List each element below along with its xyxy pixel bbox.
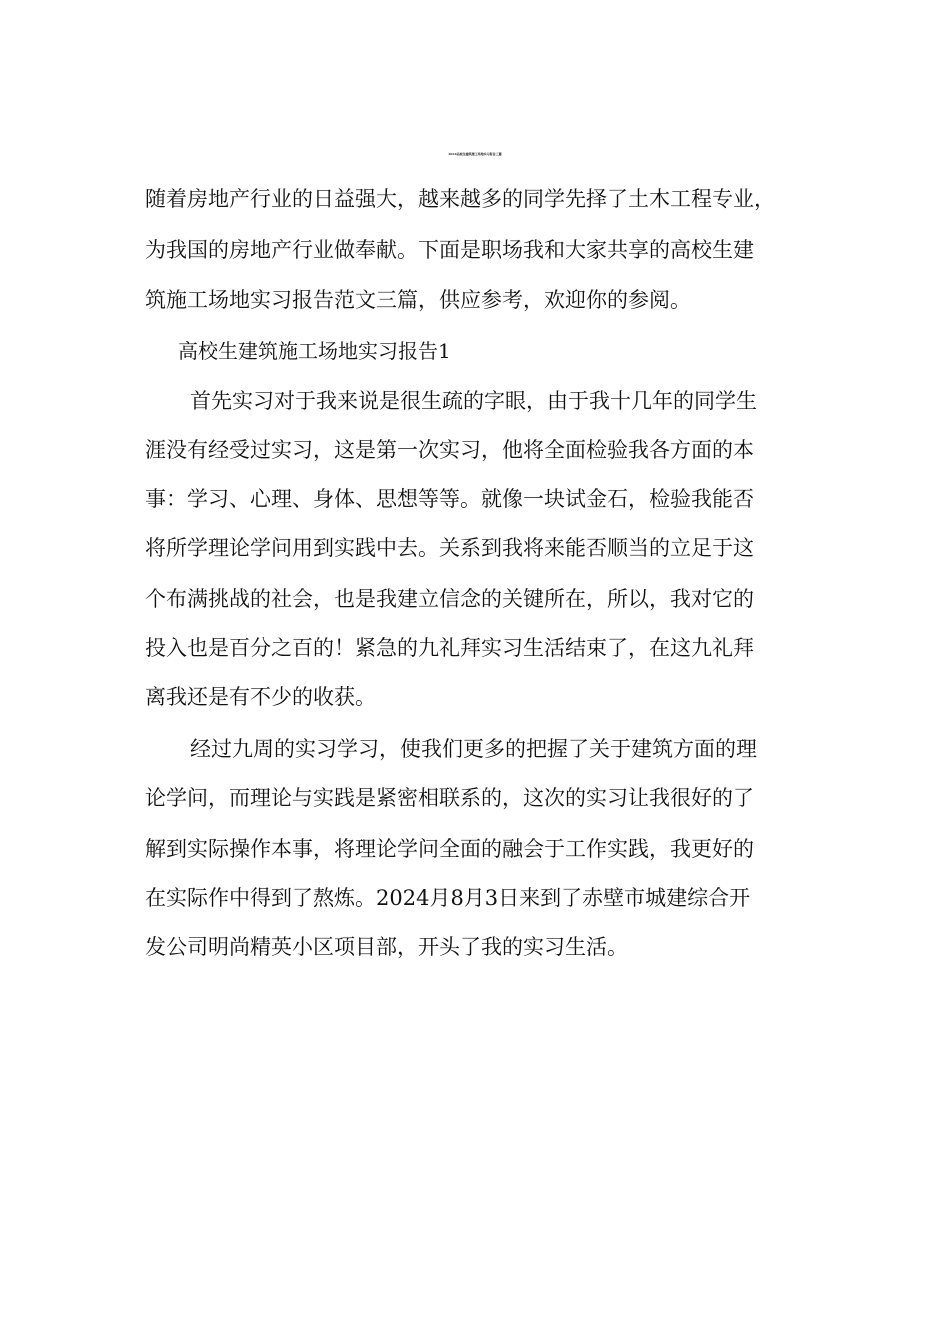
paragraph1-line-6: 投入也是百分之百的！紧急的九礼拜实习生活结束了，在这九礼拜 <box>145 636 754 660</box>
intro-line-2: 为我国的房地产行业做奉献。下面是职场我和大家共享的高校生建 <box>145 238 754 262</box>
paragraph1-line-1: 首先实习对于我来说是很生疏的字眼，由于我十几年的同学生 <box>190 389 757 413</box>
paragraph1-line-3: 事：学习、心理、身体、思想等等。就像一块试金石，检验我能否 <box>145 487 754 511</box>
paragraph2-line-2: 论学问，而理论与实践是紧密相联系的，这次的实习让我很好的了 <box>145 786 754 810</box>
paragraph1-line-4: 将所学理论学问用到实践中去。关系到我将来能否顺当的立足于这 <box>145 536 754 560</box>
intro-line-3: 筑施工场地实习报告范文三篇，供应参考，欢迎你的参阅。 <box>145 288 691 312</box>
paragraph1-line-7: 离我还是有不少的收获。 <box>145 685 376 709</box>
intro-line-1: 随着房地产行业的日益强大，越来越多的同学先择了土木工程专业， <box>145 187 775 211</box>
paragraph1-line-2: 涯没有经受过实习，这是第一次实习，他将全面检验我各方面的本 <box>145 438 754 462</box>
paragraph2-line-3: 解到实际操作本事，将理论学问全面的融会于工作实践，我更好的 <box>145 837 754 861</box>
paragraph2-line-1: 经过九周的实习学习，使我们更多的把握了关于建筑方面的理 <box>190 737 757 761</box>
paragraph2-line-4: 在实际作中得到了熬炼。2024月8月3日来到了赤壁市城建综合开 <box>145 886 751 910</box>
document-title: 2024高校生建筑施工场地实习报告三篇 <box>448 152 502 156</box>
section-heading: 高校生建筑施工场地实习报告1 <box>178 339 451 363</box>
paragraph1-line-5: 个布满挑战的社会，也是我建立信念的关键所在，所以，我对它的 <box>145 587 754 611</box>
paragraph2-line-5: 发公司明尚精英小区项目部，开头了我的实习生活。 <box>145 935 628 959</box>
